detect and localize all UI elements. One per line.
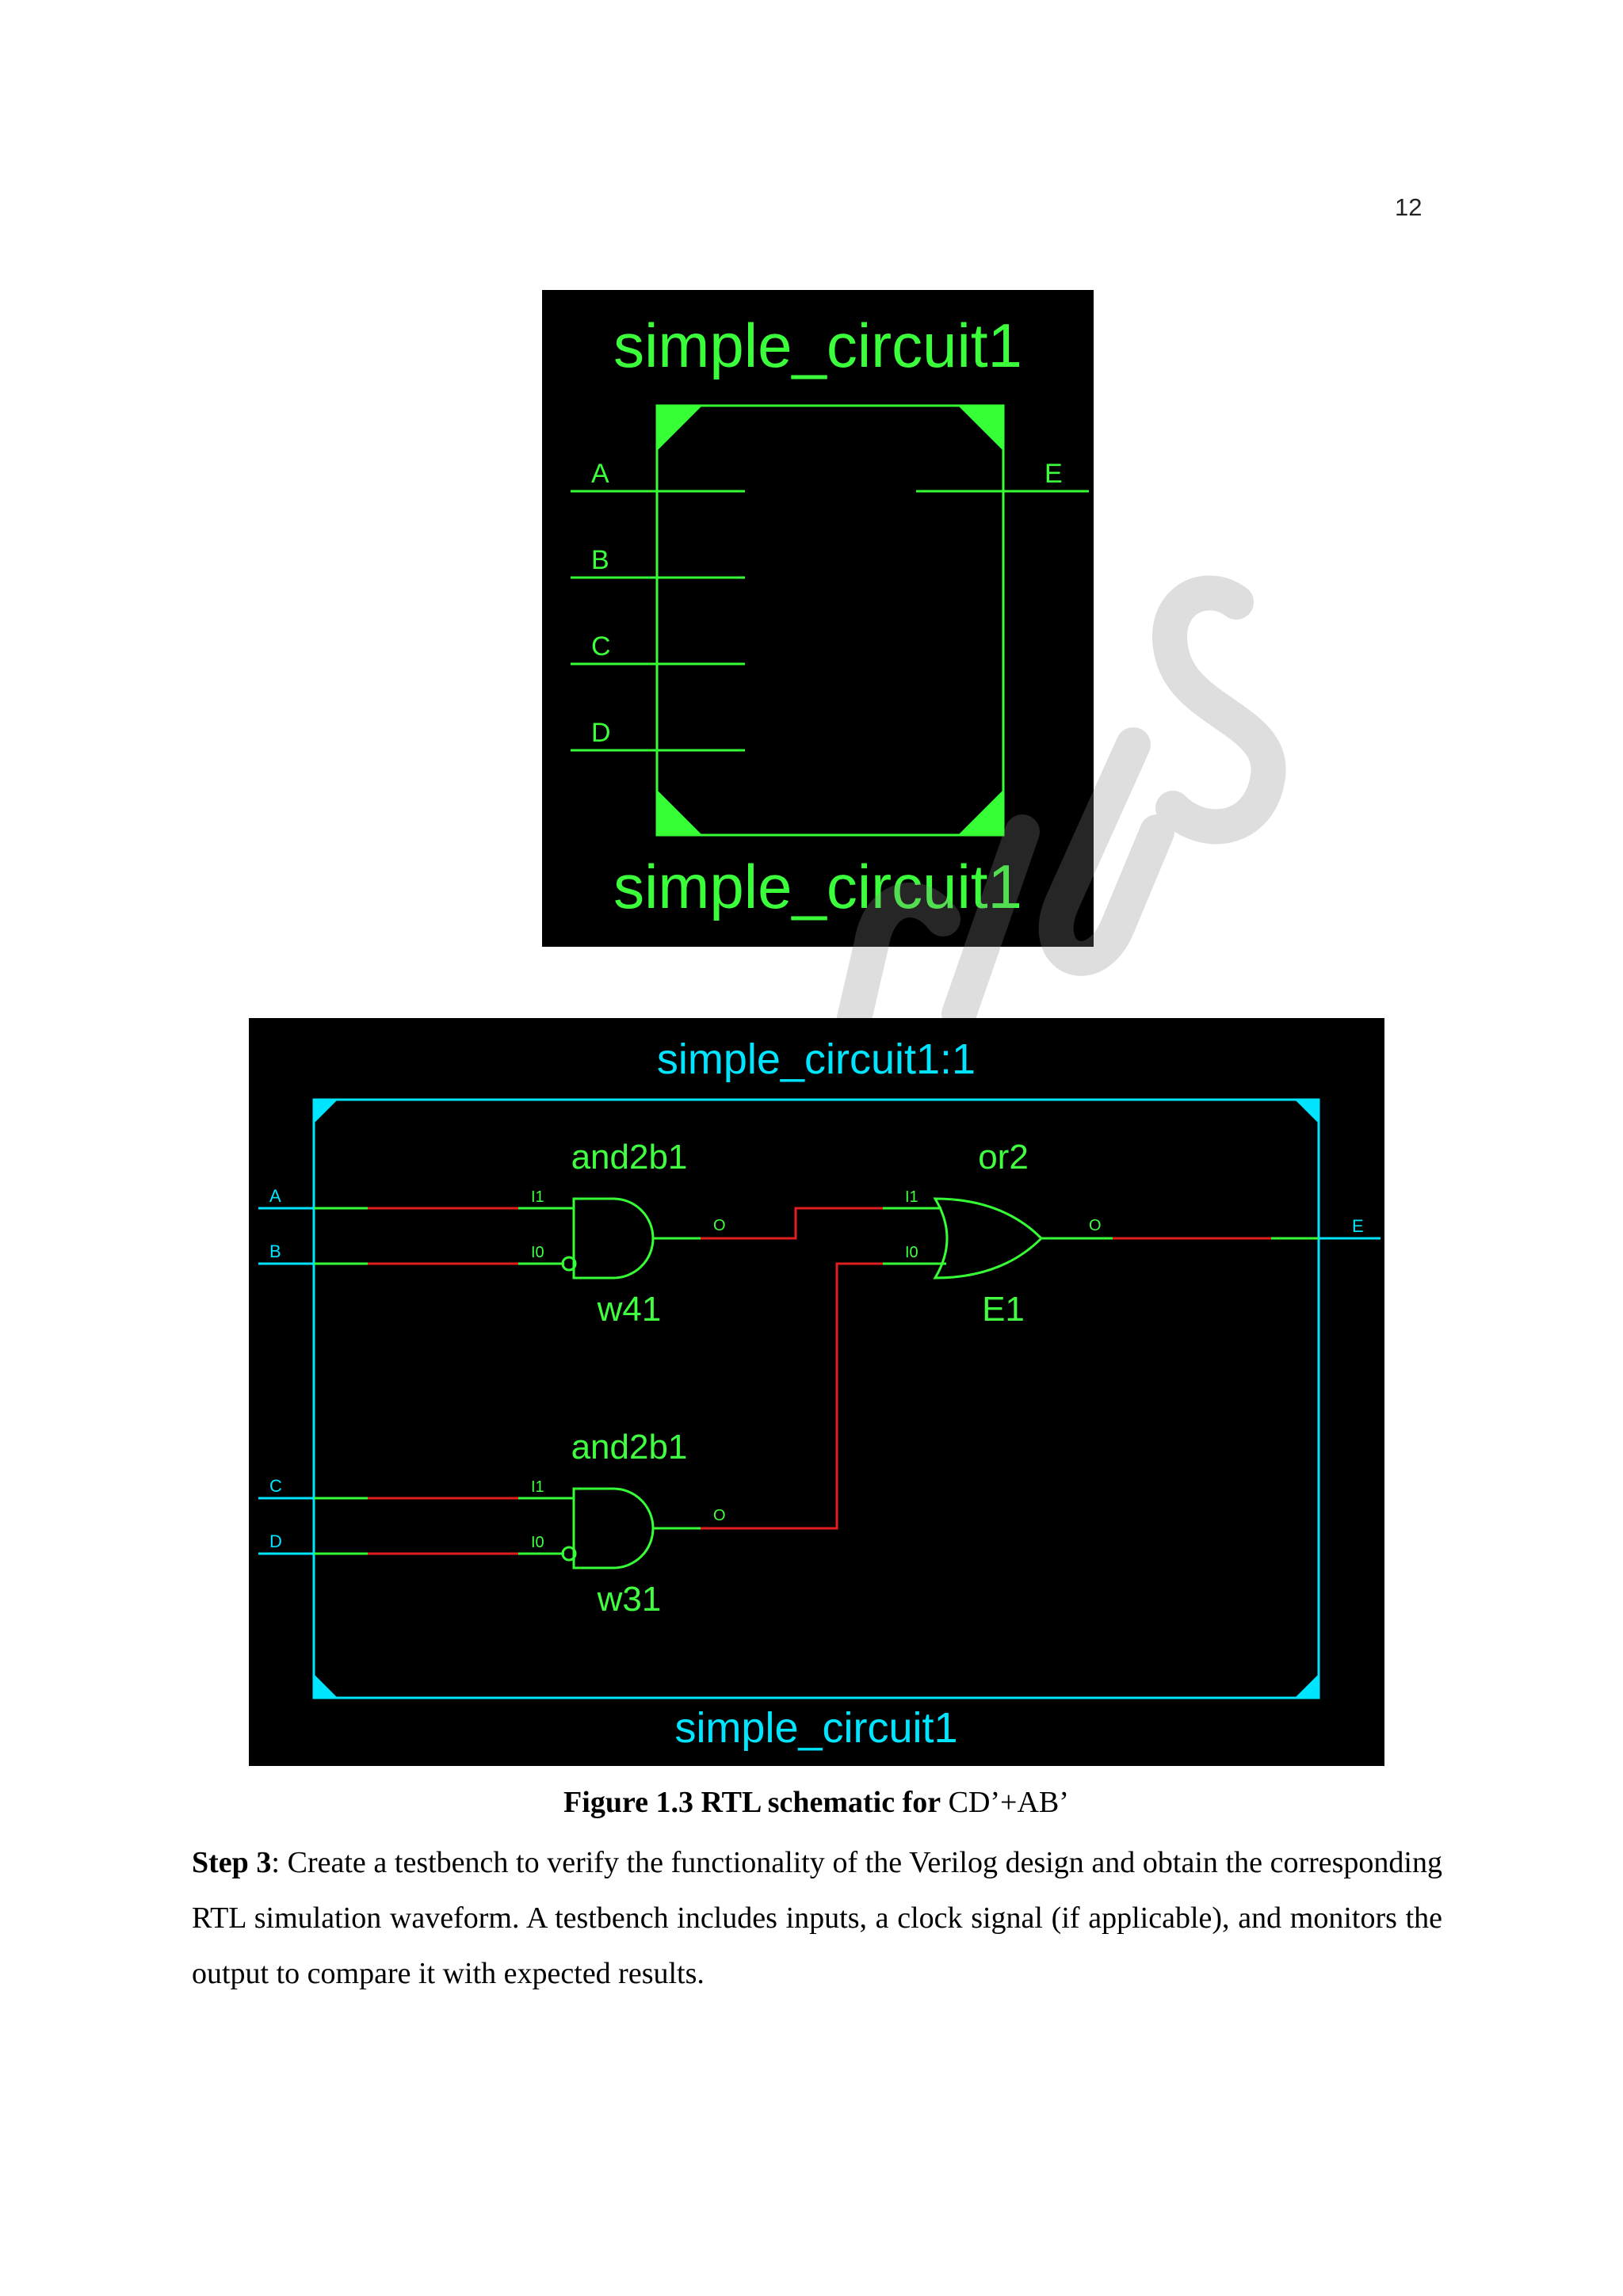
- port-d-label: D: [269, 1531, 282, 1551]
- block-footer: simple_circuit1: [613, 852, 1022, 921]
- caption-expression: CD’+AB’: [941, 1786, 1069, 1819]
- rtl-schematic-figure: [249, 1018, 1384, 1766]
- port-b-label: B: [269, 1241, 281, 1261]
- block-title: simple_circuit1: [613, 311, 1022, 380]
- figure-background: [249, 1018, 1384, 1766]
- port-a-label: A: [269, 1186, 281, 1206]
- watermark-stroke: [1170, 593, 1269, 826]
- gate-e1-pin-i0: I0: [905, 1244, 918, 1261]
- pin-e-label: E: [1044, 459, 1063, 489]
- schematic-footer: simple_circuit1: [674, 1704, 958, 1752]
- gate-w31-pin-o: O: [713, 1507, 726, 1524]
- pin-c-label: C: [591, 631, 611, 662]
- caption-bold: Figure 1.3 RTL schematic for: [563, 1786, 941, 1819]
- pin-b-label: B: [591, 545, 609, 575]
- gate-w41-type: and2b1: [571, 1138, 688, 1177]
- step3-paragraph: [192, 1835, 1442, 2001]
- gate-e1-type: or2: [978, 1138, 1029, 1177]
- gate-w31-instance: w31: [597, 1580, 662, 1619]
- gate-w41-instance: w41: [597, 1290, 662, 1329]
- gate-w41-pin-i1: I1: [531, 1188, 544, 1206]
- gate-e1-instance: E1: [982, 1290, 1025, 1329]
- gate-w31-pin-i0: I0: [531, 1534, 544, 1551]
- gate-e1-pin-o: O: [1089, 1217, 1102, 1234]
- step3-text: : Create a testbench to verify the functionality of the Verilog design and obtain the corresponding RTL simulation waveform. A testbench includes inputs, a clock signal (if applicable), and monitors the output to compare it with expected results.: [192, 1846, 1442, 1990]
- figure-caption: [190, 1785, 1442, 1820]
- port-e-label: E: [1352, 1216, 1364, 1236]
- gate-w41-pin-i0: I0: [531, 1244, 544, 1261]
- pin-a-label: A: [591, 459, 609, 489]
- pin-d-label: D: [591, 718, 611, 748]
- gate-e1-pin-i1: I1: [905, 1188, 918, 1206]
- gate-w41-pin-o: O: [713, 1217, 726, 1234]
- gate-w31-pin-i1: I1: [531, 1478, 544, 1496]
- page-number: 12: [1395, 193, 1423, 221]
- port-c-label: C: [269, 1476, 282, 1496]
- step3-label: Step 3: [192, 1846, 272, 1879]
- figure-background: [542, 290, 1094, 947]
- schematic-title: simple_circuit1:1: [656, 1035, 976, 1083]
- block-symbol-figure: [542, 290, 1094, 947]
- gate-w31-type: and2b1: [571, 1428, 688, 1466]
